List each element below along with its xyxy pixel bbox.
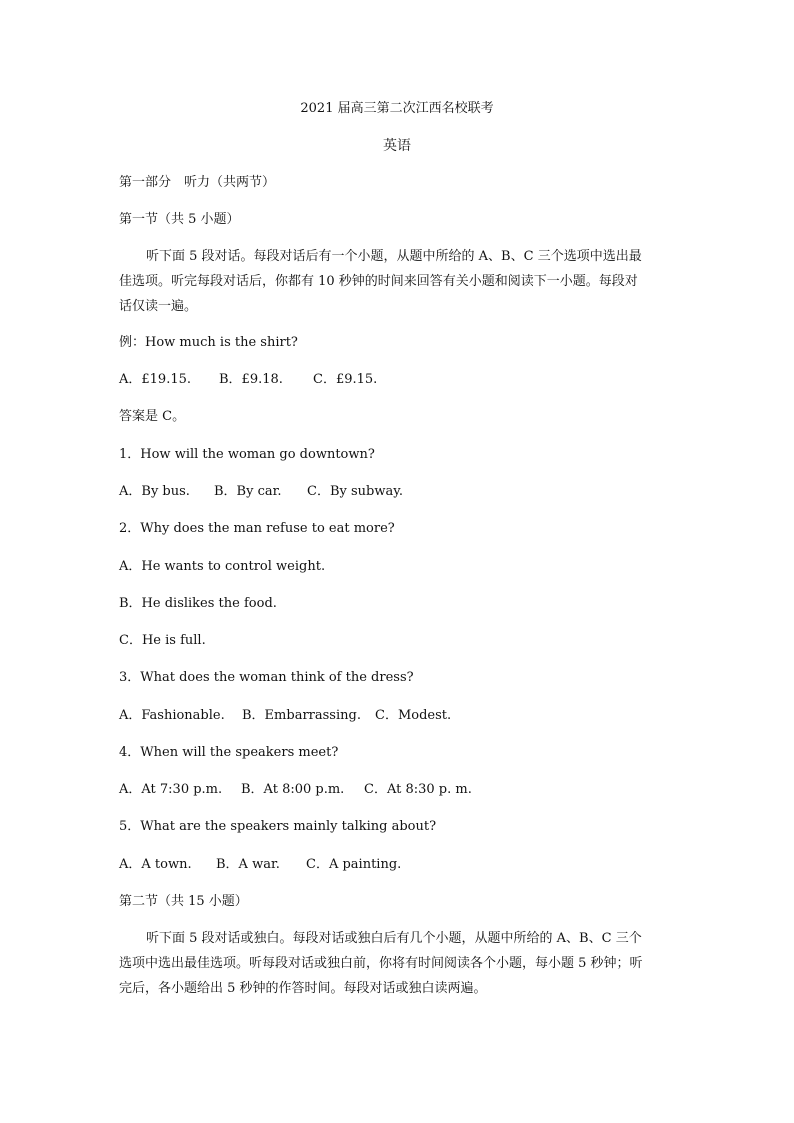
question-2: 2．Why does the man refuse to eat more? [119, 521, 395, 536]
exam-title: 2021 届高三第二次江西名校联考 [300, 101, 494, 116]
question-2-option-b: B．He dislikes the food. [119, 596, 277, 611]
option-b: B．Embarrassing. [242, 708, 361, 723]
question-2-option-c: C．He is full. [119, 633, 206, 648]
option-a: A．A town. [119, 857, 192, 872]
section1-instructions-2: 佳选项。听完每段对话后，你都有 10 秒钟的时间来回答有关小题和阅读下一小题。每段对 [119, 274, 638, 289]
section2-instructions-1: 听下面 5 段对话或独白。每段对话或独白后有几个小题，从题中所给的 A、B、C 三个 [146, 931, 642, 946]
option-a: A．At 7:30 p.m. [119, 782, 223, 797]
option-b: B．£9.18. [219, 372, 283, 387]
option-a: A．£19.15. [119, 372, 192, 387]
option-a: A．Fashionable. [119, 708, 225, 723]
option-c: C．£9.15. [313, 372, 378, 387]
option-c: C．By subway. [307, 484, 403, 499]
option-c: C．A painting. [306, 857, 402, 872]
option-c: C．At 8:30 p. m. [364, 782, 472, 797]
option-b: B．At 8:00 p.m. [241, 782, 345, 797]
question-5: 5．What are the speakers mainly talking about? [119, 819, 437, 834]
example-question: 例：How much is the shirt? [119, 335, 298, 350]
question-4: 4．When will the speakers meet? [119, 745, 339, 760]
question-1-options [119, 483, 403, 501]
part1-heading: 第一部分 听力（共两节） [119, 175, 276, 190]
option-a: A．By bus. [119, 484, 190, 499]
option-b: B．A war. [216, 857, 280, 872]
question-2-option-a: A．He wants to control weight. [119, 559, 326, 574]
section1-instructions-1: 听下面 5 段对话。每段对话后有一个小题，从题中所给的 A、B、C 三个选项中选出最 [146, 249, 642, 264]
section2-instructions-2: 选项中选出最佳选项。听每段对话或独白前，你将有时间阅读各个小题，每小题 5 秒钟；听 [119, 956, 643, 971]
section2-instructions-3: 完后，各小题给出 5 秒钟的作答时间。每段对话或独白读两遍。 [119, 981, 487, 996]
option-b: B．By car. [214, 484, 282, 499]
subject-title: 英语 [383, 138, 411, 154]
section1-instructions-3: 话仅读一遍。 [119, 299, 198, 314]
question-5-options [119, 856, 401, 874]
option-c: C．Modest. [375, 708, 452, 723]
question-3: 3．What does the woman think of the dress? [119, 670, 414, 685]
example-answer: 答案是 C。 [119, 409, 186, 424]
example-options [119, 371, 377, 389]
section2-heading: 第二节（共 15 小题） [119, 894, 248, 909]
question-1: 1．How will the woman go downtown? [119, 447, 375, 462]
section1-heading: 第一节（共 5 小题） [119, 212, 240, 227]
question-4-options [119, 781, 472, 799]
question-3-options [119, 707, 451, 725]
